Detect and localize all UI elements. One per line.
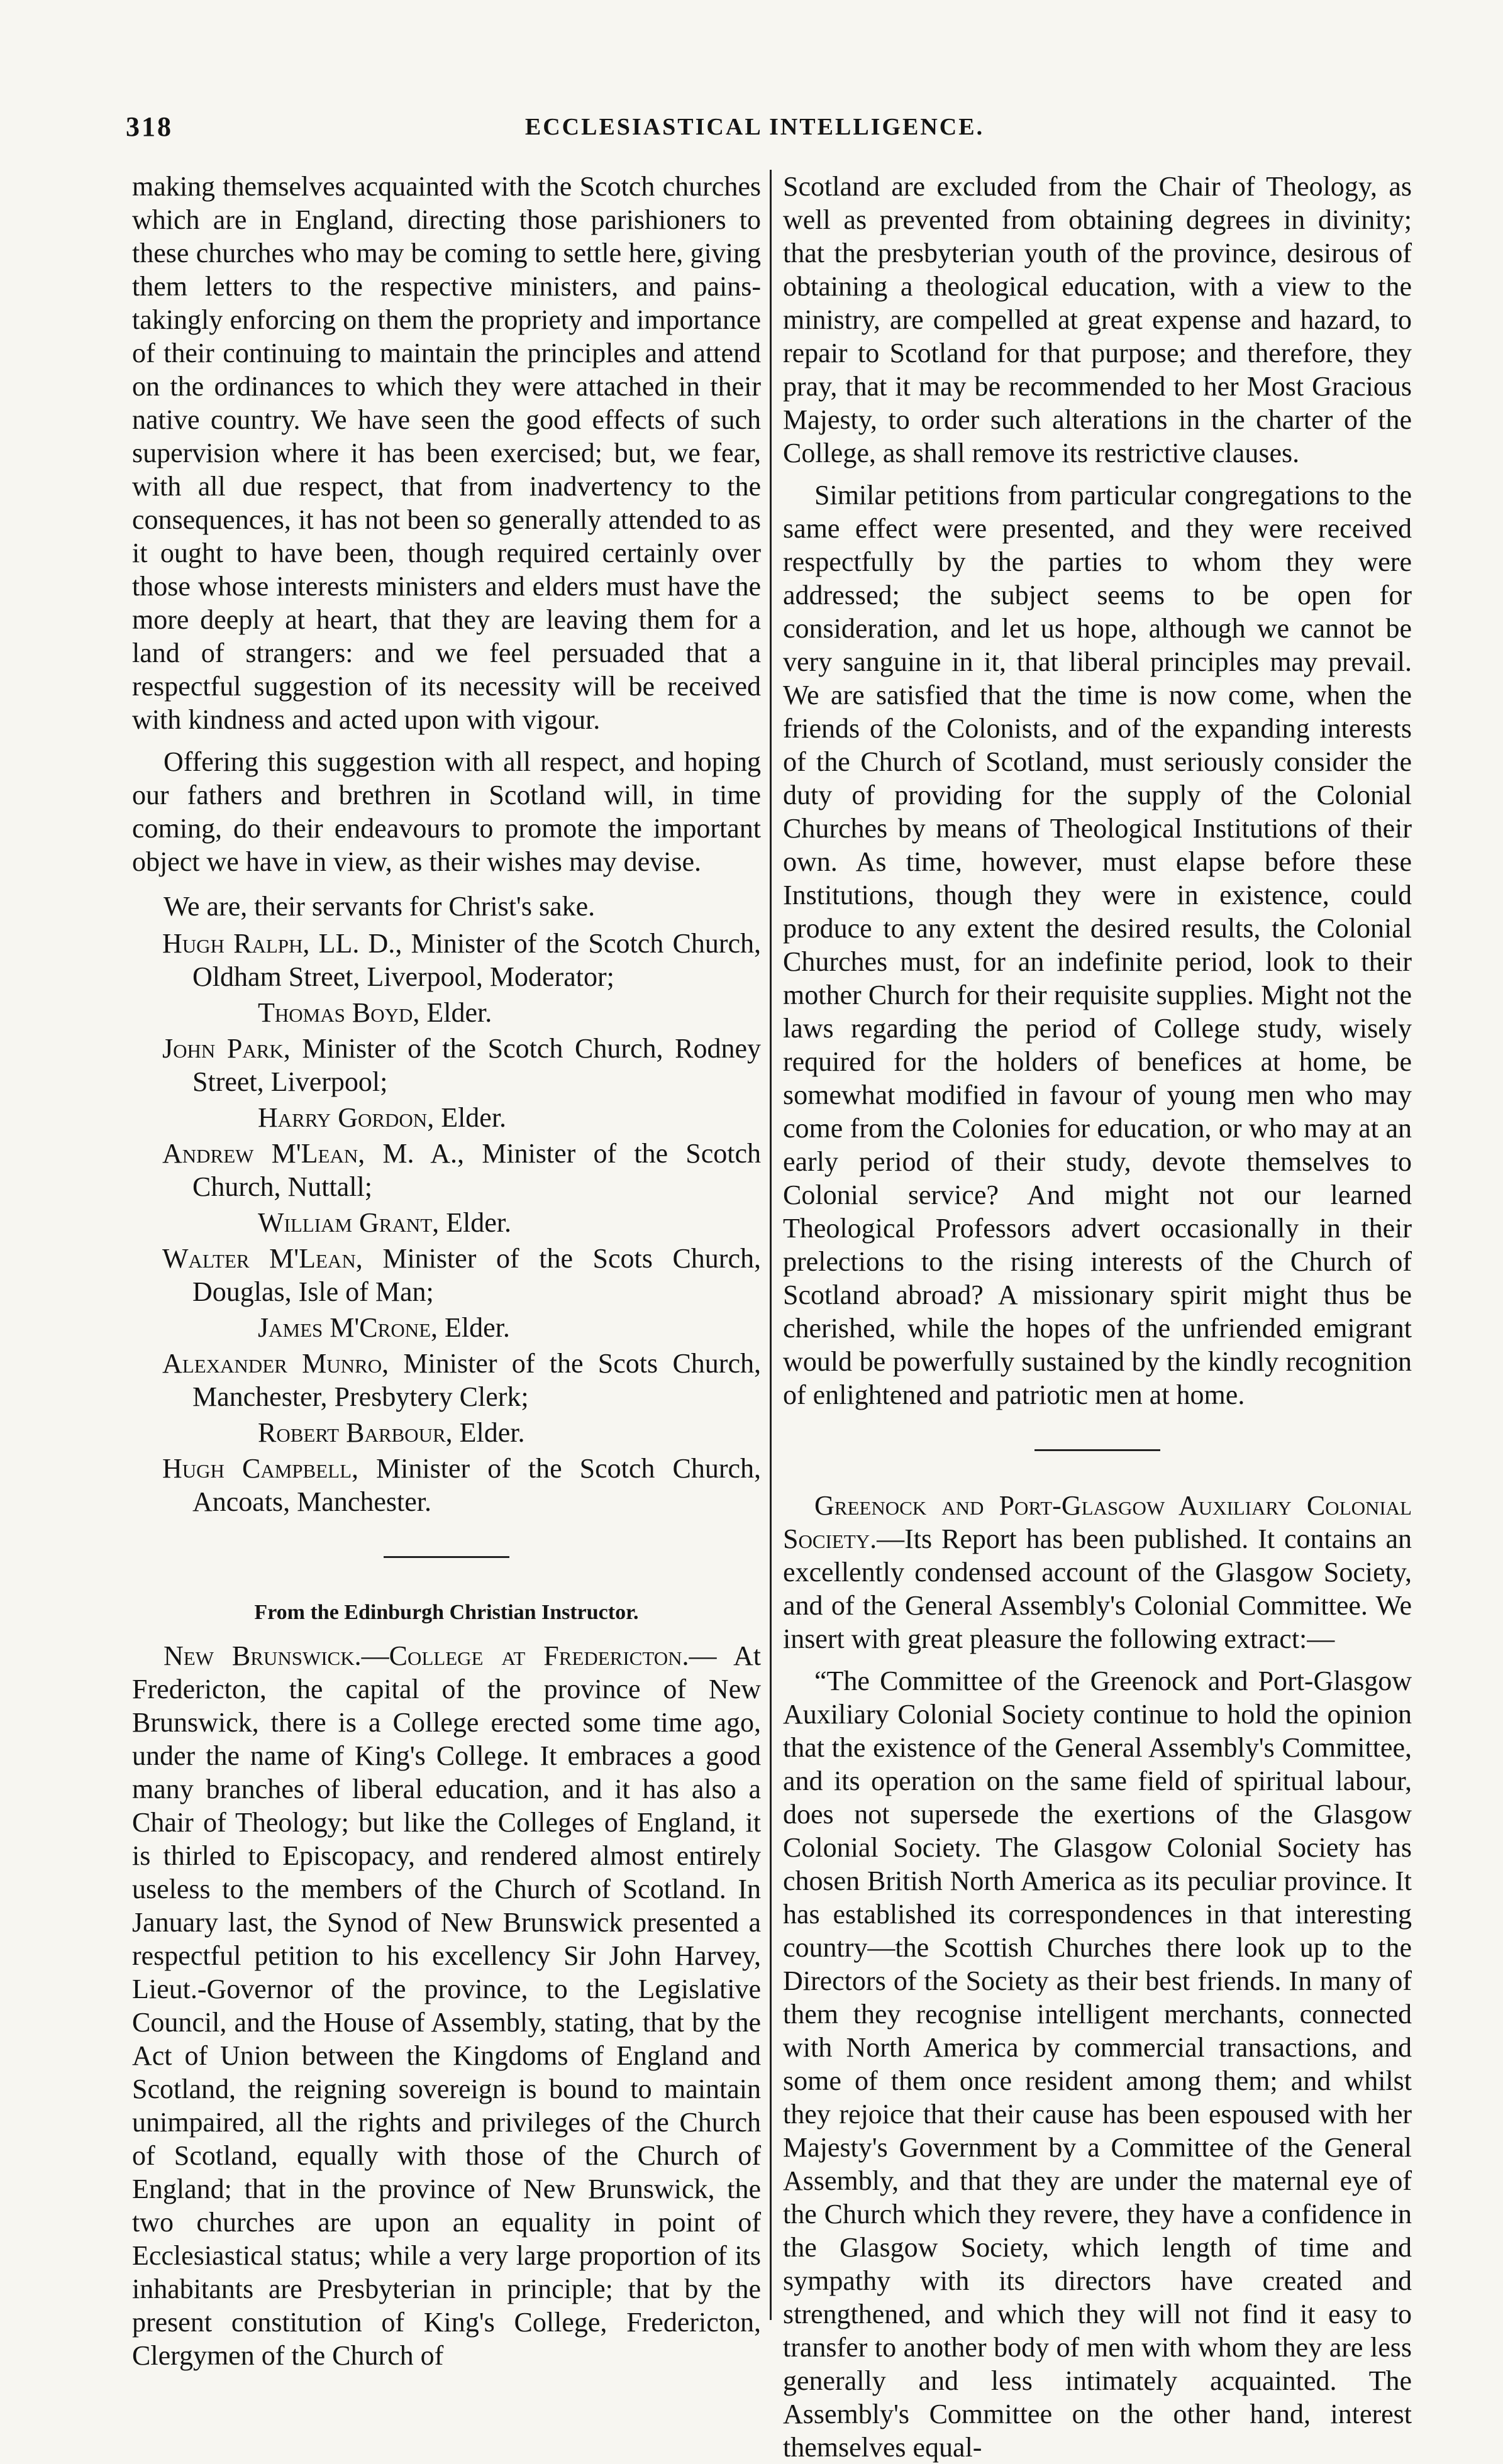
signatory-role: , Elder.	[427, 1102, 507, 1133]
signatory-role: , Minister of the Scots Church, Douglas, Isle of Man;	[192, 1243, 761, 1307]
signatory	[132, 1347, 761, 1413]
signatory-role: , Elder.	[445, 1417, 525, 1448]
signatory	[132, 996, 761, 1029]
signatory	[132, 1242, 761, 1308]
section-divider	[384, 1556, 509, 1558]
letter-paragraph: Offering this suggestion with all respect, and hoping our fathers and brethren in Scotland will, in time coming, do their endeavours to promote the important object we have in view, as their wishes may devise.	[132, 746, 761, 877]
signatory-role: , Elder.	[431, 1312, 510, 1343]
signatory-name: John Park	[162, 1033, 284, 1064]
signatory-name: Walter M'Lean	[162, 1243, 356, 1274]
page-number: 318	[126, 111, 173, 142]
signatory-role: , Minister of the Scotch Church, Ancoats, Manchester.	[192, 1453, 762, 1517]
signatory	[132, 1101, 761, 1134]
signatory-name: Thomas Boyd	[258, 997, 413, 1028]
signatory	[132, 1452, 761, 1518]
running-head: ECCLESIASTICAL INTELLIGENCE.	[524, 114, 985, 140]
column-rule	[770, 170, 772, 2320]
signatory-role: , Elder.	[432, 1207, 512, 1238]
signatory	[132, 1032, 761, 1098]
source-credit: From the Edinburgh Christian Instructor.	[254, 1601, 639, 1624]
article-paragraph: Scotland are excluded from the Chair of Theology, as well as prevented from obtaining degrees in divinity; that the presbyterian youth of the province, desirous of obtaining a theological education, with a view to the ministry, are compelled at great expense and hazard, to repair to Scotland for that purpose; and therefore, they pray, that it may be recommended to her Most Gracious Majesty, to order such alterations in the charter of the College, as shall remove its restrictive clauses.	[783, 171, 1412, 468]
right-column	[783, 170, 1412, 2463]
signatory	[132, 1311, 761, 1344]
article-heading: Greenock and Port-Glasgow Auxiliary Colonial Society.	[783, 1490, 1412, 1554]
signatory-name: James M'Crone	[258, 1312, 431, 1343]
article-body: At Fredericton, the capital of the province of New Brunswick, there is a College erected some time ago, under the name of King's College. It embraces a good many branches of liberal education, and it has also a Chair of Theology; but like the Colleges of England, it is thirled to Episcopacy, and rendered almost entirely useless to the members of the Church of Scotland. In January last, the Synod of New Brunswick presented a respectful petition to his excellency Sir John Harvey, Lieut.-Governor of the province, to the Legislative Council, and the House of Assembly, stating, that by the Act of Union between the Kingdoms of England and Scotland, the reigning sovereign is bound to maintain unimpaired, all the rights and privileges of the Church of Scotland, equally with those of the Church of England; that in the province of New Brunswick, the two churches are upon an equality in point of Ecclesiastical status; while a very large proportion of its inhabitants are Presbyterian in principle; that by the present constitution of King's College, Fredericton, Clergymen of the Church of	[132, 1640, 761, 2371]
letter-paragraph: making themselves acquainted with the Scotch churches which are in England, directing those parishioners to these churches who may be coming to settle here, giving them letters to the respective ministers, and pains-takingly enforcing on them the propriety and importance of their continuing to maintain the principles and attend on the ordinances to which they were attached in their native country. We have seen the good effects of such supervision where it has been exercised; but, we fear, with all due respect, that from inadvertency to the consequences, it has not been so generally attended to as it ought to have been, though required certainly over those whose interests ministers and elders must have the more deeply at heart, that they are leaving them for a land of strangers: and we feel persuaded that a respectful suggestion of its necessity will be received with kindness and acted upon with vigour.	[132, 171, 761, 735]
signatory-role: , Minister of the Scotch Church, Oldham Street, Liverpool, Moderator;	[192, 928, 762, 992]
article-heading: New Brunswick.—College at Fredericton.—	[164, 1640, 717, 1671]
signatory-name: Harry Gordon	[258, 1102, 428, 1133]
signatory-name: Hugh Ralph, LL. D.	[162, 928, 396, 959]
signatory	[132, 1416, 761, 1449]
left-column	[132, 170, 762, 2371]
signatory	[132, 1137, 761, 1203]
signatory-name: Andrew M'Lean, M. A.	[162, 1138, 458, 1169]
signatory-role: , Minister of the Scots Church, Manchester, Presbytery Clerk;	[192, 1348, 761, 1412]
signatory-role: , Elder.	[413, 997, 492, 1028]
letter-closing: We are, their servants for Christ's sake.	[164, 891, 596, 922]
signatory-role: , Minister of the Scotch Church, Rodney Street, Liverpool;	[192, 1033, 761, 1097]
signatory-name: Hugh Campbell	[162, 1453, 352, 1484]
signatory-name: Alexander Munro	[162, 1348, 382, 1379]
signatory-role: , Minister of the Scotch Church, Nuttall;	[192, 1138, 761, 1202]
signatory-name: Robert Barbour	[258, 1417, 446, 1448]
signatory	[132, 1206, 761, 1239]
article-paragraph: Similar petitions from particular congregations to the same effect were presented, and they were received respectfully by the parties to whom they were addressed; the subject seems to be open for consideration, and let us hope, although we cannot be very sanguine in it, that liberal principles may prevail. We are satisfied that the time is now come, when the friends of the Colonists, and of the expanding interests of the Church of Scotland, must seriously consider the duty of providing for the supply of the Colonial Churches by means of Theological Institutions of their own. As time, however, must elapse before these Institutions, though they were in existence, could produce to any extent the desired results, the Colonial Churches must, for an indefinite period, look to their mother Church for their requisite supplies. Might not the laws regarding the period of College study, wisely required for the holders of benefices at home, be somewhat modified in favour of young men who may come from the Colonies for education, or who may at an early period of their study, devote themselves to Colonial service? And might not our learned Theological Professors advert occasionally in their prelections to the rising interests of the Church of Scotland abroad? A missionary spirit might thus be cherished, while the hopes of the unfriended emigrant would be powerfully sustained by the kindly recognition of enlightened and patriotic men at home.	[783, 480, 1412, 1410]
quoted-extract: “The Committee of the Greenock and Port-Glasgow Auxiliary Colonial Society continue to hold the opinion that the existence of the General Assembly's Committee, and its operation on the same field of spiritual labour, does not supersede the exertions of the Glasgow Colonial Society. The Glasgow Colonial Society has chosen British North America as its peculiar province. It has established its correspondences in that interesting country—the Scottish Churches there look up to the Directors of the Society as their best friends. In many of them they recognise intelligent merchants, connected with North America by commercial transactions, and some of them once resident among them; and whilst they rejoice that their cause has been espoused with her Majesty's Government by a Committee of the General Assembly, and that they are under the maternal eye of the Church which they revere, they have a confidence in the Glasgow Society, which length of time and sympathy with its directors have created and strengthened, and which they will not find it easy to transfer to another body of men with whom they are less generally and less intimately acquainted. The Assembly's Committee on the other hand, interest themselves equal-	[783, 1666, 1412, 2463]
signatory	[132, 927, 761, 993]
article-body: —Its Report has been published. It contains an excellently condensed account of the Glasgow Society, and of the General Assembly's Colonial Committee. We insert with great pleasure the following extract:—	[783, 1523, 1412, 1654]
article-paragraph	[132, 1639, 761, 2372]
signatory-list	[132, 927, 761, 1518]
section-divider	[1034, 1449, 1160, 1451]
page-header	[101, 111, 1409, 148]
article-paragraph	[783, 1489, 1412, 1655]
signatory-name: William Grant	[258, 1207, 433, 1238]
